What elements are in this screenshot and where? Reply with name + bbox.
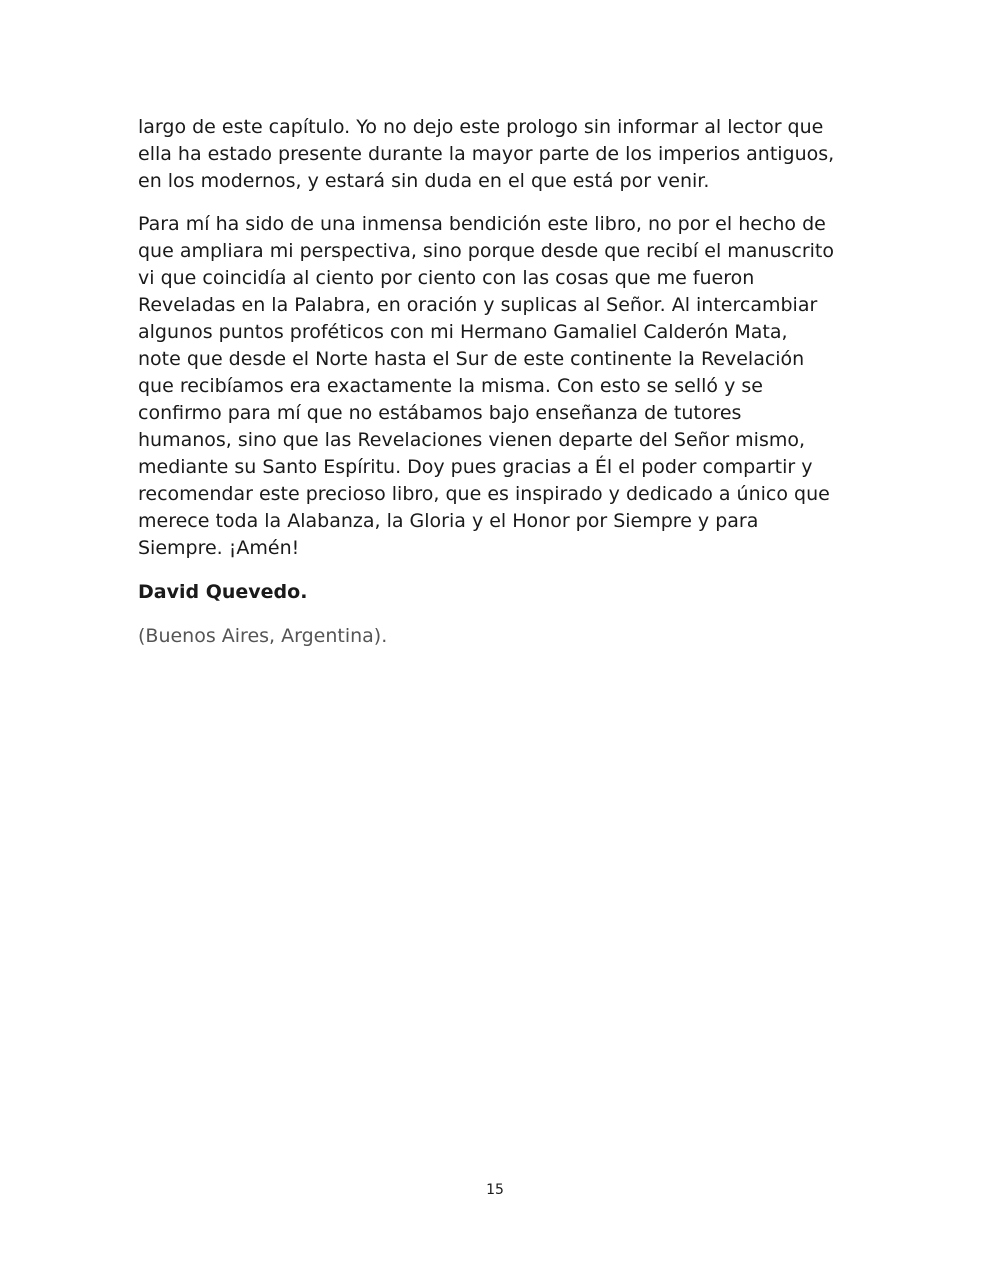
paragraph-prologue-end xyxy=(138,114,858,195)
paragraph-line: mediante su Santo Espíritu. Doy pues gracias a Él el poder compartir y xyxy=(138,456,813,478)
paragraph-line: recomendar este precioso libro, que es inspirado y dedicado a único que xyxy=(138,483,830,505)
paragraph-line: largo de este capítulo. Yo no dejo este prologo sin informar al lector que xyxy=(138,116,824,138)
paragraph-line: merece toda la Alabanza, la Gloria y el Honor por Siempre y para xyxy=(138,510,759,532)
paragraph-line: en los modernos, y estará sin duda en el que está por venir. xyxy=(138,170,710,192)
paragraph-line: confirmo para mí que no estábamos bajo enseñanza de tutores xyxy=(138,402,742,424)
paragraph-line: humanos, sino que las Revelaciones vienen departe del Señor mismo, xyxy=(138,429,806,451)
author-signature: David Quevedo. xyxy=(138,581,308,603)
paragraph-line: Siempre. ¡Amén! xyxy=(138,537,300,559)
paragraph-line: algunos puntos proféticos con mi Hermano Gamaliel Calderón Mata, xyxy=(138,321,788,343)
paragraph-blessing xyxy=(138,211,858,562)
author-location: (Buenos Aires, Argentina). xyxy=(138,625,388,647)
page-number: 15 xyxy=(486,1182,504,1198)
paragraph-line: Para mí ha sido de una inmensa bendición este libro, no por el hecho de xyxy=(138,213,826,235)
paragraph-line: note que desde el Norte hasta el Sur de este continente la Revelación xyxy=(138,348,805,370)
paragraph-line: que recibíamos era exactamente la misma. Con esto se selló y se xyxy=(138,375,763,397)
paragraph-line: Reveladas en la Palabra, en oración y suplicas al Señor. Al intercambiar xyxy=(138,294,818,316)
paragraph-line: que ampliara mi perspectiva, sino porque desde que recibí el manuscrito xyxy=(138,240,835,262)
paragraph-line: ella ha estado presente durante la mayor parte de los imperios antiguos, xyxy=(138,143,835,165)
paragraph-line: vi que coincidía al ciento por ciento con las cosas que me fueron xyxy=(138,267,755,289)
